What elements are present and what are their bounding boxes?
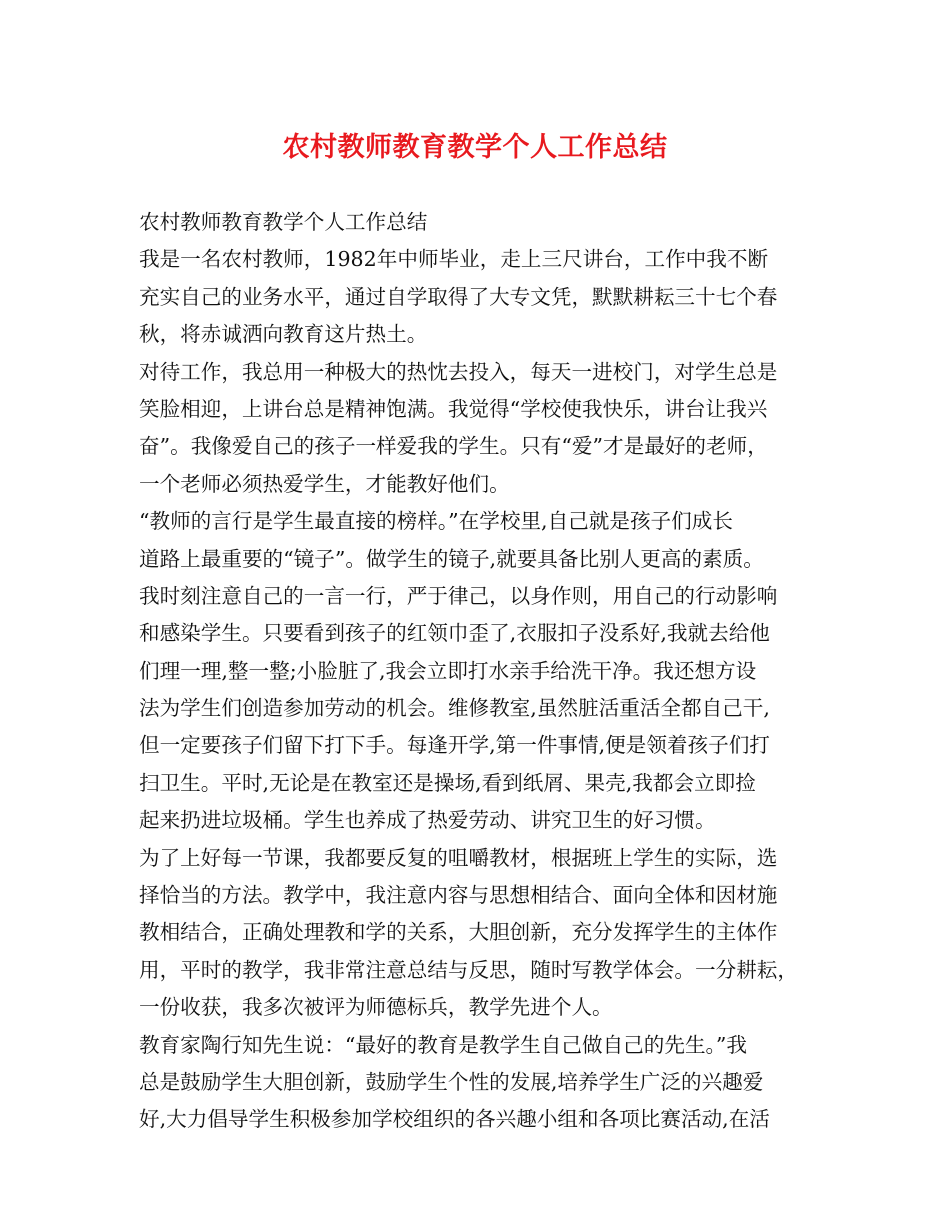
- text-line: 笑脸相迎，上讲台总是精神饱满。我觉得“学校使我快乐，讲台让我兴: [139, 396, 768, 421]
- text-line: 法为学生们创造参加劳动的机会。维修教室,虽然脏活重活全都自己干,: [139, 696, 770, 721]
- text-line: 教相结合，正确处理教和学的关系，大胆创新，充分发挥学生的主体作: [139, 920, 778, 945]
- text-line: 奋”。我像爱自己的孩子一样爱我的学生。只有“爱”才是最好的老师，: [139, 434, 768, 459]
- text-line: 教育家陶行知先生说：“最好的教育是教学生自己做自己的先生。”我: [139, 1032, 747, 1057]
- text-line: 用，平时的教学，我非常注意总结与反思，随时写教学体会。一分耕耘，: [139, 957, 798, 982]
- text-line: 择恰当的方法。教学中，我注意内容与思想相结合、面向全体和因材施: [139, 883, 778, 908]
- text-line: 道路上最重要的“镜子”。做学生的镜子,就要具备比别人更高的素质。: [139, 546, 764, 571]
- text-line: 一份收获，我多次被评为师德标兵，教学先进个人。: [139, 995, 613, 1020]
- text-line: 但一定要孩子们留下打下手。每逢开学,第一件事情,便是领着孩子们打: [139, 733, 770, 758]
- text-line: 总是鼓励学生大胆创新，鼓励学生个性的发展,培养学生广泛的兴趣爱: [139, 1069, 764, 1094]
- text-line: 我是一名农村教师，1982年中师毕业，走上三尺讲台，工作中我不断: [139, 247, 769, 272]
- text-line: 充实自己的业务水平，通过自学取得了大专文凭，默默耕耘三十七个春: [139, 284, 778, 309]
- text-line: 为了上好每一节课，我都要反复的咀嚼教材，根据班上学生的实际，选: [139, 845, 778, 870]
- text-line: 对待工作，我总用一种极大的热忱去投入，每天一进校门，对学生总是: [139, 359, 778, 384]
- text-line: 扫卫生。平时,无论是在教室还是操场,看到纸屑、果壳,我都会立即捡: [139, 770, 756, 795]
- document-body: [139, 204, 829, 1139]
- document-title: 农村教师教育教学个人工作总结: [282, 132, 668, 163]
- text-line: 一个老师必须热爱学生，才能教好他们。: [139, 471, 510, 496]
- text-line: 起来扔进垃圾桶。学生也养成了热爱劳动、讲究卫生的好习惯。: [139, 808, 716, 833]
- text-line: “教师的言行是学生最直接的榜样。”在学校里,自己就是孩子们成长: [139, 509, 733, 534]
- text-line: 们理一理,整一整;小脸脏了,我会立即打水亲手给洗干净。我还想方设: [139, 658, 757, 683]
- text-line: 秋，将赤诚洒向教育这片热土。: [139, 322, 428, 347]
- text-line: 和感染学生。只要看到孩子的红领巾歪了,衣服扣子没系好,我就去给他: [139, 621, 770, 646]
- text-line: 农村教师教育教学个人工作总结: [139, 210, 428, 234]
- text-line: 我时刻注意自己的一言一行，严于律己，以身作则，用自己的行动影响: [139, 583, 778, 608]
- text-line: 好,大力倡导学生积极参加学校组织的各兴趣小组和各项比赛活动,在活: [139, 1107, 770, 1132]
